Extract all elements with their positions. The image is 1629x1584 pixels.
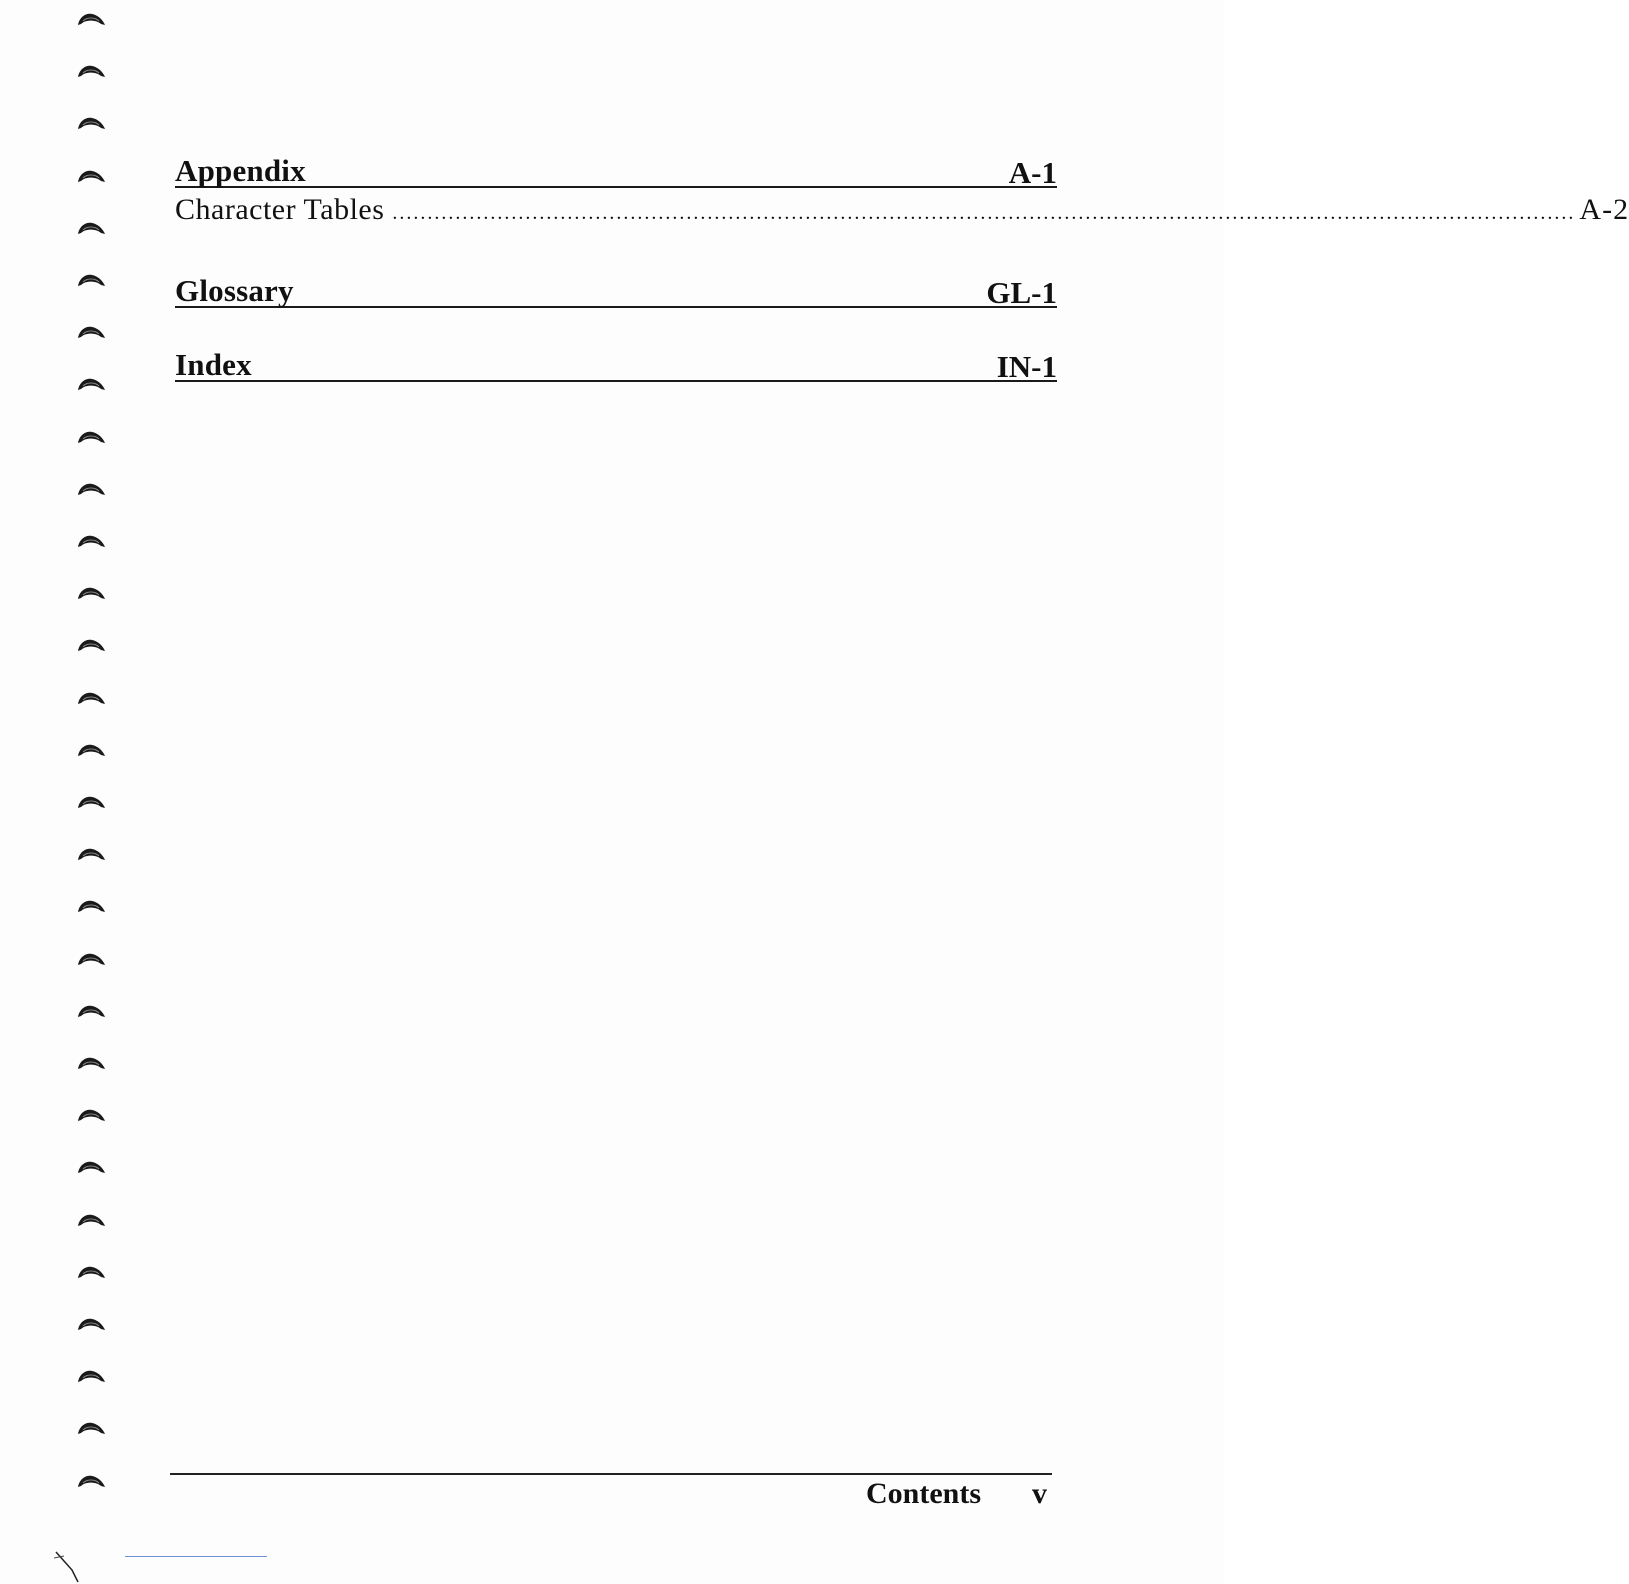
toc-entry-page: A-2 bbox=[1579, 193, 1629, 226]
binding-hole-icon bbox=[76, 1160, 106, 1174]
section-title[interactable]: Glossary bbox=[175, 273, 294, 308]
binding-hole-icon bbox=[76, 325, 106, 339]
toc-entry[interactable] bbox=[175, 188, 1629, 232]
binding-hole-icon bbox=[76, 169, 106, 183]
section-page-number: IN-1 bbox=[996, 349, 1057, 384]
footer-rule bbox=[170, 1473, 1052, 1475]
section-page-number: A-1 bbox=[1008, 155, 1057, 190]
section-heading-row bbox=[175, 344, 1057, 382]
toc-section-glossary bbox=[175, 270, 1057, 308]
binding-hole-icon bbox=[76, 1056, 106, 1070]
section-title[interactable]: Index bbox=[175, 347, 252, 382]
binding-hole-icon bbox=[76, 795, 106, 809]
binding-hole-icon bbox=[76, 586, 106, 600]
section-heading-row bbox=[175, 270, 1057, 308]
binding-hole-icon bbox=[76, 1369, 106, 1383]
binding-hole-icon bbox=[76, 847, 106, 861]
binding-hole-icon bbox=[76, 1213, 106, 1227]
binding-hole-icon bbox=[76, 534, 106, 548]
footer-section-label: Contents bbox=[866, 1477, 982, 1510]
dot-leader: ......................................................................................................................................................................... bbox=[392, 202, 1576, 224]
toc-section-index bbox=[175, 344, 1057, 382]
section-heading-row bbox=[175, 150, 1057, 188]
binding-hole-icon bbox=[76, 899, 106, 913]
binding-hole-icon bbox=[76, 1004, 106, 1018]
section-title[interactable]: Appendix bbox=[175, 153, 306, 188]
spiral-binding bbox=[72, 8, 112, 1568]
binding-hole-icon bbox=[76, 691, 106, 705]
binding-hole-icon bbox=[76, 116, 106, 130]
toc-entry-label: Character Tables bbox=[175, 193, 385, 226]
scan-artifact-line bbox=[125, 1556, 267, 1557]
binding-hole-icon bbox=[76, 1108, 106, 1122]
binding-hole-icon bbox=[76, 1317, 106, 1331]
binding-hole-icon bbox=[76, 64, 106, 78]
toc-section-appendix bbox=[175, 150, 1629, 232]
binding-hole-icon bbox=[76, 273, 106, 287]
binding-hole-icon bbox=[76, 1421, 106, 1435]
binding-hole-icon bbox=[76, 1474, 106, 1488]
binding-hole-icon bbox=[76, 638, 106, 652]
binding-hole-icon bbox=[76, 12, 106, 26]
footer-page-number: v bbox=[1032, 1477, 1047, 1510]
binding-hole-icon bbox=[76, 743, 106, 757]
scan-artifact-mark bbox=[50, 1548, 90, 1584]
section-page-number: GL-1 bbox=[986, 275, 1057, 310]
binding-hole-icon bbox=[76, 430, 106, 444]
binding-hole-icon bbox=[76, 1265, 106, 1279]
binding-hole-icon bbox=[76, 221, 106, 235]
binding-hole-icon bbox=[76, 952, 106, 966]
binding-hole-icon bbox=[76, 482, 106, 496]
binding-hole-icon bbox=[76, 377, 106, 391]
